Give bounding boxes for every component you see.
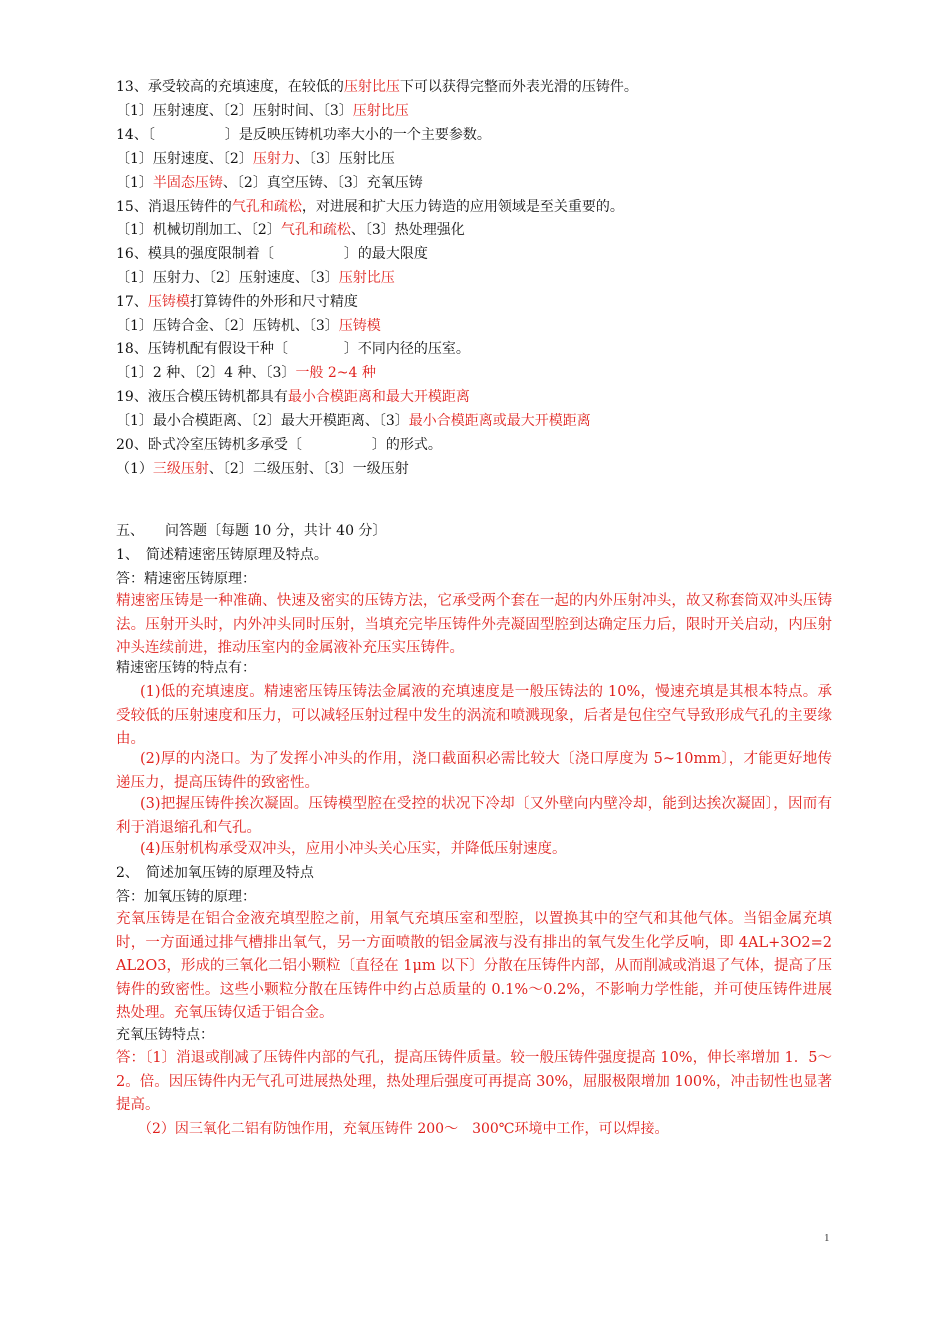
answer-highlight: 三级压射 [152,461,209,477]
section-5-heading: 五、 问答题〔每题 10 分，共计 40 分〕 [116,523,387,539]
answer-highlight: 气孔和疏松 [280,222,351,238]
essay-question-1: 1、 简述精速密压铸原理及特点。 [116,547,328,563]
question-17-options: 〔1〕压铸合金、〔2〕压铸机、〔3〕压铸模 [116,318,381,334]
question-15: 15、消退压铸件的气孔和疏松，对进展和扩大压力铸造的应用领域是至关重要的。 [116,199,624,215]
question-20-options: （1）三级压射、〔2〕二级压射、〔3〕一级压射 [116,461,409,477]
feature-item-2: （2）因三氧化二铝有防蚀作用，充氧压铸件 200～ 300℃环境中工作，可以焊接。 [138,1121,669,1137]
page-number: 1 [824,1232,830,1244]
extra-options: 〔1〕半固态压铸、〔2〕真空压铸、〔3〕充氧压铸 [116,175,423,191]
feature-item-4: (4)压射机构承受双冲头，应用小冲头关心压实，并降低压射速度。 [140,841,567,857]
question-16-options: 〔1〕压射力、〔2〕压射速度、〔3〕压射比压 [116,270,395,286]
question-15-options: 〔1〕机械切削加工、〔2〕气孔和疏松、〔3〕热处理强化 [116,222,465,238]
answer-highlight: 一般 2~4 种 [295,365,376,381]
question-13: 13、承受较高的充填速度，在较低的压射比压下可以获得完整而外表光滑的压铸件。 [116,79,638,95]
question-20: 20、卧式冷室压铸机多承受〔 〕的形式。 [116,437,442,453]
answer-label: 答：精速密压铸原理： [116,571,256,587]
question-13-options: 〔1〕压射速度、〔2〕压射时间、〔3〕压射比压 [116,103,409,119]
features-label: 充氧压铸特点： [116,1027,214,1043]
answer-paragraph: 精速密压铸是一种准确、快速及密实的压铸方法，它承受两个套在一起的内外压射冲头，故又称套筒双冲头压铸法。压射开头时，内外冲头同时压射，当填充完毕压铸件外壳凝固型腔到达确定压力后，限时开关启动，内压射冲头连续前进，推动压室内的金属液补充压实压铸件。 [116,593,832,656]
answer-label: 答：加氧压铸的原理： [116,889,256,905]
question-14-options: 〔1〕压射速度、〔2〕压射力、〔3〕压射比压 [116,151,395,167]
question-14: 14、〔 〕是反映压铸机功率大小的一个主要参数。 [116,127,491,143]
question-16: 16、模具的强度限制着〔 〕的最大限度 [116,246,428,262]
answer-highlight: 压射比压 [352,103,409,119]
question-17: 17、压铸模打算铸件的外形和尺寸精度 [116,294,358,310]
answer-highlight: 最小合模距离和最大开模距离 [287,389,470,405]
essay-question-2: 2、 简述加氧压铸的原理及特点 [116,865,314,881]
question-19-options: 〔1〕最小合模距离、〔2〕最大开模距离、〔3〕最小合模距离或最大开模距离 [116,413,591,429]
answer-paragraph: 充氧压铸是在铝合金液充填型腔之前，用氧气充填压室和型腔，以置换其中的空气和其他气体。当铝金属充填时，一方面通过排气槽排出氧气，另一方面喷散的铝金属液与没有排出的氧气发生化学反响，即 4AL+3O2=2AL2O3，形成的三氧化二铝小颗粒〔直径在 1μm 以下〕分散在压铸件内部，从而削减或消退了气体，提高了压铸件的致密性。这些小颗粒分散在压铸件中约占总质量的 0.1%～0.2%，不影响力学性能，并可使压铸件进展热处理。充氧压铸仅适于铝合金。 [116,911,832,1021]
answer-highlight: 半固态压铸 [152,175,223,191]
answer-highlight: 压射力 [252,151,295,167]
question-18-options: 〔1〕2 种、〔2〕4 种、〔3〕一般 2~4 种 [116,365,376,381]
feature-item-3: (3)把握压铸件挨次凝固。压铸模型腔在受控的状况下冷却〔又外壁向内壁冷却，能到达挨次凝固〕，因而有利于消退缩孔和气孔。 [116,796,832,836]
answer-highlight: 压铸模 [338,318,381,334]
answer-highlight: 最小合模距离或最大开模距离 [408,413,591,429]
answer-highlight: 气孔和疏松 [231,199,302,215]
feature-item-1: 答：〔1〕消退或削减了压铸件内部的气孔，提高压铸件质量。较一般压铸件强度提高 10%，伸长率增加 1．5～2。倍。因压铸件内无气孔可进展热处理，热处理后强度可再提高 30%，屈服极限增加 100%，冲击韧性也显著提高。 [116,1050,832,1113]
feature-item-2: (2)厚的内浇口。为了发挥小冲头的作用，浇口截面积必需比较大〔浇口厚度为 5~10mm〕，才能更好地传递压力，提高压铸件的致密性。 [116,751,832,791]
answer-highlight: 压射比压 [338,270,395,286]
answer-highlight: 压射比压 [343,79,400,95]
answer-highlight: 压铸模 [147,294,190,310]
question-18: 18、压铸机配有假设干种〔 〕不同内径的压室。 [116,341,470,357]
features-label: 精速密压铸的特点有： [116,660,256,676]
feature-item-1: (1)低的充填速度。精速密压铸压铸法金属液的充填速度是一般压铸法的 10%，慢速充填是其根本特点。承受较低的压射速度和压力，可以减轻压射过程中发生的涡流和喷溅现象，后者是包住空气导致形成气孔的主要缘由。 [116,684,832,747]
question-19: 19、液压合模压铸机都具有最小合模距离和最大开模距离 [116,389,470,405]
